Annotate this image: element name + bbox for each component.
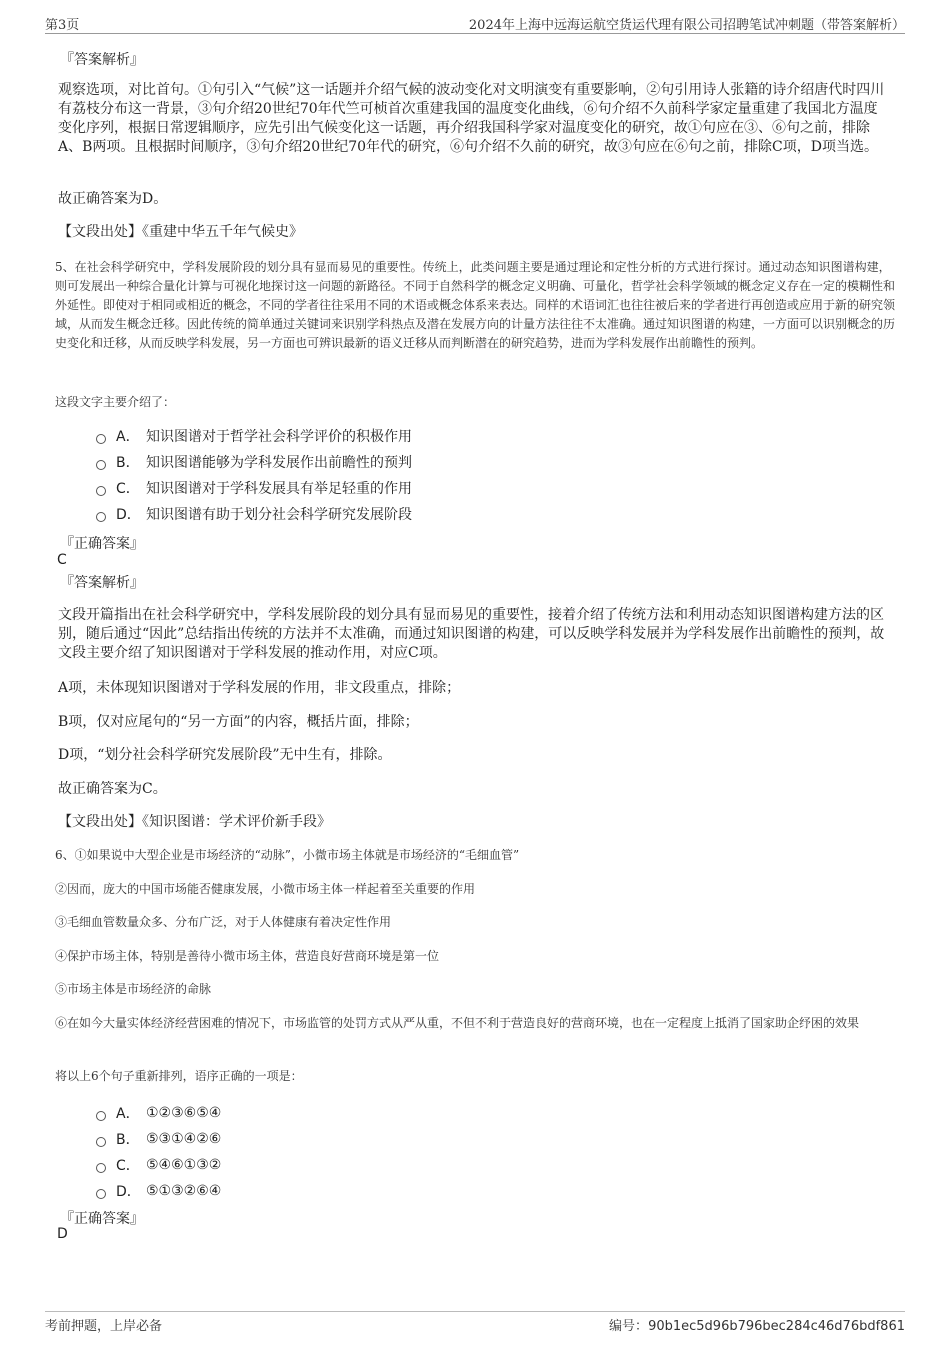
q5-source: 【文段出处】《知识图谱：学术评价新手段》 <box>58 814 331 830</box>
q5-prompt: 这段文字主要介绍了： <box>55 395 176 409</box>
radio-icon[interactable] <box>96 1111 106 1121</box>
q6-sentence-2: ②因而，庞大的中国市场能否健康发展，小微市场主体一样起着至关重要的作用 <box>55 882 476 896</box>
q5-option-b[interactable] <box>96 452 412 472</box>
q5-option-c[interactable] <box>96 478 412 498</box>
footer-code <box>609 1315 905 1334</box>
radio-icon[interactable] <box>96 512 106 522</box>
option-text: 知识图谱对于哲学社会科学评价的积极作用 <box>146 429 412 445</box>
q6-sentence-6: ⑥在如今大量实体经济经营困难的情况下，市场监管的处罚方式从严从重，不但不利于营造良好的营商环境，也在一定程度上抵消了国家助企纾困的效果 <box>55 1016 860 1030</box>
option-letter: C． <box>116 481 140 497</box>
q5-option-d[interactable] <box>96 504 412 524</box>
q5-analysis-a: A项，未体现知识图谱对于学科发展的作用，非文段重点，排除； <box>58 680 461 696</box>
option-letter: A． <box>116 1106 140 1122</box>
option-text: ⑤③①④②⑥ <box>146 1131 222 1147</box>
q5-answer: C <box>57 552 67 568</box>
page-number: 第3页 <box>45 18 80 33</box>
radio-icon[interactable] <box>96 434 106 444</box>
header-divider <box>45 33 905 34</box>
q5-question: 5、在社会科学研究中，学科发展阶段的划分具有显而易见的重要性。传统上，此类问题主要是通过理论和定性分析的方式进行探讨。通过动态知识图谱构建，则可发展出一种综合量化计算与可视化地探讨这一问题的新路径。不同于自然科学的概念定义明确、可量化，哲学社会科学领域的概念定义存在一定的模糊性和外延性。即使对于相同或相近的概念，不同的学者往往采用不同的术语或概念体系来表达。同样的术语词汇也往往被后来的学者进行再创造或应用于新的研究领域，从而发生概念迁移。因此传统的简单通过关键词来识别学科热点及潜在发展方向的计量方法往往不太准确。通过知识图谱的构建，一方面可以识别概念的历史变化和迁移，从而反映学科发展，另一方面也可辨识最新的语义迁移从而判断潜在的研究趋势，进而为学科发展作出前瞻性的预判。 <box>55 260 896 350</box>
option-letter: D． <box>116 507 141 523</box>
q5-analysis-d: D项，“划分社会科学研究发展阶段”无中生有，排除。 <box>58 747 392 763</box>
radio-icon[interactable] <box>96 460 106 470</box>
option-text: ⑤④⑥①③② <box>146 1157 222 1173</box>
q6-answer-label: 『正确答案』 <box>60 1211 144 1227</box>
radio-icon[interactable] <box>96 486 106 496</box>
q6-sentence-4: ④保护市场主体，特别是善待小微市场主体，营造良好营商环境是第一位 <box>55 949 440 963</box>
q4-source: 【文段出处】《重建中华五千年气候史》 <box>58 224 303 240</box>
q6-option-c[interactable] <box>96 1155 221 1175</box>
option-letter: B． <box>116 455 140 471</box>
option-letter: A． <box>116 429 140 445</box>
q6-sentence-5: ⑤市场主体是市场经济的命脉 <box>55 982 212 996</box>
footer-code-label: 编号： <box>609 1319 649 1334</box>
q6-sentence-1: 6、①如果说中大型企业是市场经济的“动脉”，小微市场主体就是市场经济的“毛细血管” <box>55 848 520 862</box>
q5-option-a[interactable] <box>96 426 412 446</box>
option-letter: B． <box>116 1132 140 1148</box>
option-text: ⑤①③②⑥④ <box>146 1183 222 1199</box>
document-title: 2024年上海中远海运航空货运代理有限公司招聘笔试冲刺题（带答案解析） <box>468 18 905 33</box>
q6-option-b[interactable] <box>96 1129 221 1149</box>
q5-conclusion: 故正确答案为C。 <box>58 781 167 797</box>
q5-answer-label: 『正确答案』 <box>60 536 144 552</box>
radio-icon[interactable] <box>96 1189 106 1199</box>
radio-icon[interactable] <box>96 1137 106 1147</box>
q4-analysis-label: 『答案解析』 <box>60 52 144 68</box>
footer-code-value: 90b1ec5d96b796bec284c46d76bdf861 <box>648 1319 905 1334</box>
option-text: 知识图谱能够为学科发展作出前瞻性的预判 <box>146 455 412 471</box>
option-letter: D． <box>116 1184 141 1200</box>
footer-slogan: 考前押题，上岸必备 <box>45 1319 163 1334</box>
q4-analysis-text: 观察选项，对比首句。①句引入“气候”这一话题并介绍气候的波动变化对文明演变有重要影响，②句引用诗人张籍的诗介绍唐代时四川有荔枝分布这一背景，③句介绍20世纪70年代竺可桢首次重建我国的温度变化曲线，⑥句介绍不久前科学家定量重建了我国北方温度变化序列，根据日常逻辑顺序，应先引出气候变化这一话题，再介绍我国科学家对温度变化的研究，故①句应在③、⑥句之前，排除A、B两项。且根据时间顺序，③句介绍20世纪70年代的研究，⑥句介绍不久前的研究，故③句应在⑥句之前，排除C项，D项当选。 <box>58 82 885 155</box>
option-text: 知识图谱有助于划分社会科学研究发展阶段 <box>146 507 412 523</box>
radio-icon[interactable] <box>96 1163 106 1173</box>
option-letter: C． <box>116 1158 140 1174</box>
q6-prompt: 将以上6个句子重新排列，语序正确的一项是： <box>55 1069 303 1083</box>
q6-answer: D <box>57 1226 68 1242</box>
q6-option-d[interactable] <box>96 1181 221 1201</box>
q6-sentence-3: ③毛细血管数量众多、分布广泛，对于人体健康有着决定性作用 <box>55 915 392 929</box>
q4-conclusion: 故正确答案为D。 <box>58 191 168 207</box>
option-text: ①②③⑥⑤④ <box>146 1105 222 1121</box>
footer-divider <box>45 1311 905 1312</box>
option-text: 知识图谱对于学科发展具有举足轻重的作用 <box>146 481 412 497</box>
q5-analysis-b: B项，仅对应尾句的“另一方面”的内容，概括片面，排除； <box>58 714 419 730</box>
q5-analysis-label: 『答案解析』 <box>60 575 144 591</box>
q5-analysis-text: 文段开篇指出在社会科学研究中，学科发展阶段的划分具有显而易见的重要性，接着介绍了传统方法和利用动态知识图谱构建方法的区别，随后通过“因此”总结指出传统的方法并不太准确，而通过知识图谱的构建，可以反映学科发展并为学科发展作出前瞻性的预判，故文段主要介绍了知识图谱对于学科发展的推动作用，对应C项。 <box>58 607 885 661</box>
q6-option-a[interactable] <box>96 1103 221 1123</box>
